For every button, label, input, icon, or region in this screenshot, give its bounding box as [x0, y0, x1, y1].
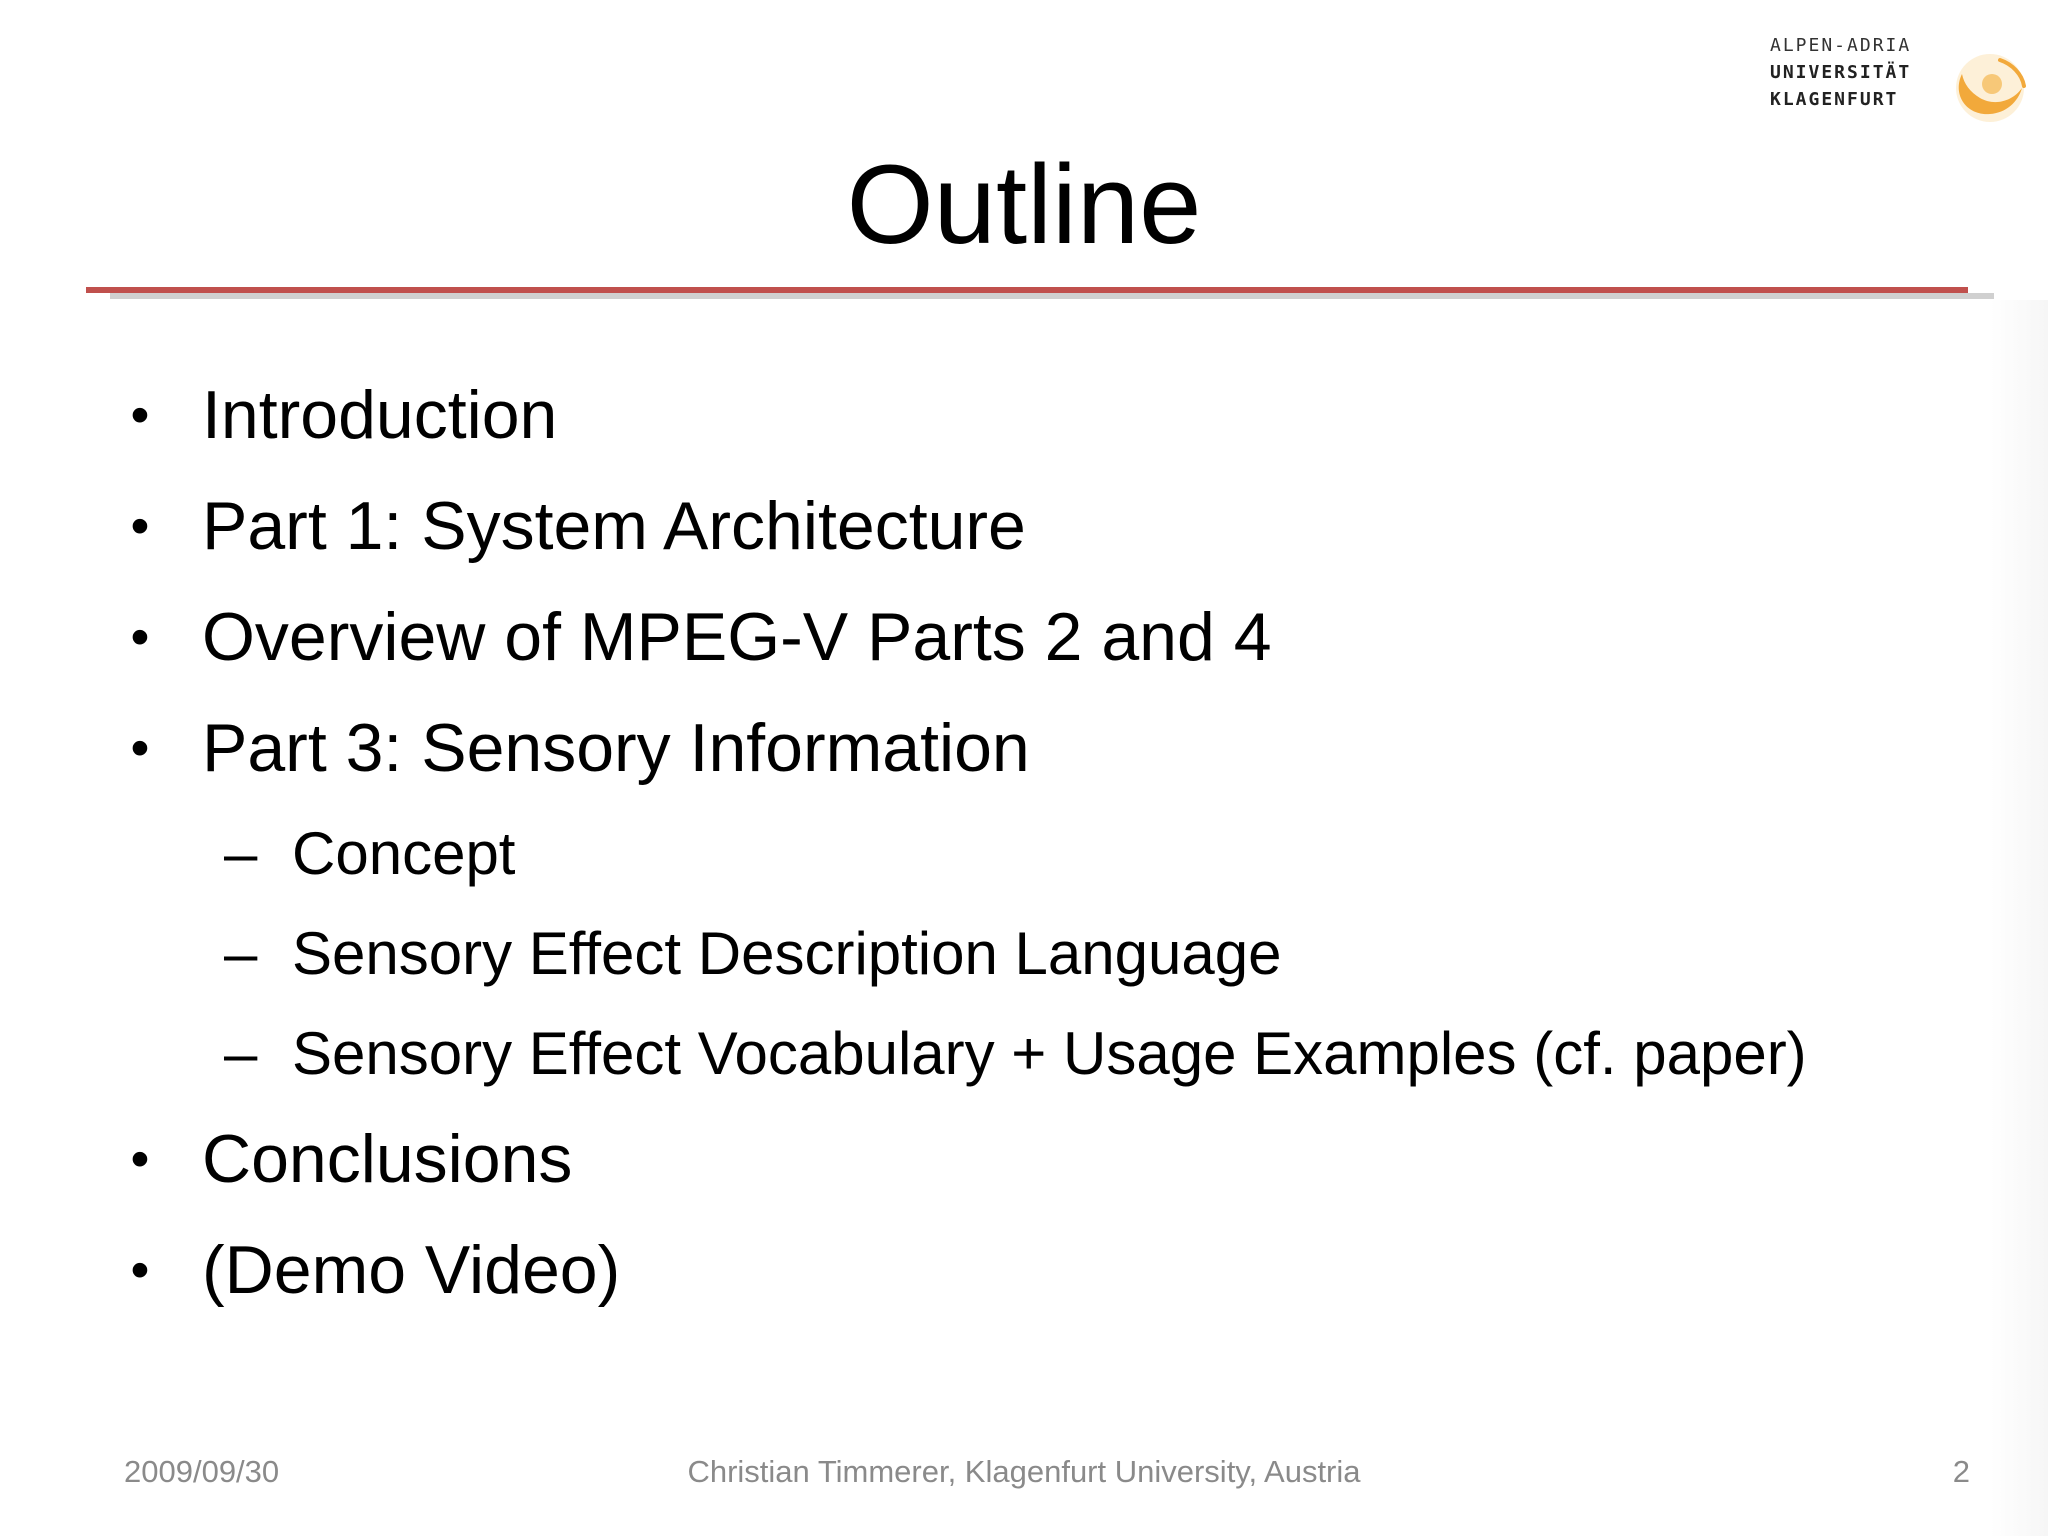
bullet-icon: •	[130, 385, 150, 445]
university-logo	[1770, 32, 2040, 122]
outline-item-label: Overview of MPEG-V Parts 2 and 4	[202, 599, 1272, 675]
outline-item-demo-video	[120, 1215, 1920, 1326]
title-rule-shadow	[110, 293, 1994, 299]
outline-subitem-label: Concept	[292, 820, 516, 887]
slide-title: Outline	[846, 142, 1202, 267]
outline-item-introduction	[120, 360, 1920, 471]
university-sun-logo-icon	[1942, 46, 2032, 126]
title-rule	[86, 287, 1968, 293]
outline-subitem-vocabulary-examples	[120, 1004, 1920, 1104]
footer-date: 2009/09/30	[124, 1454, 280, 1489]
outline-item-conclusions	[120, 1104, 1920, 1215]
outline-subitem-concept	[120, 804, 1920, 904]
outline-item-system-architecture	[120, 471, 1920, 582]
bullet-icon: •	[130, 1240, 150, 1300]
outline-subitem-description-language	[120, 904, 1920, 1004]
outline-item-label: Part 3: Sensory Information	[202, 710, 1030, 786]
outline-item-mpeg-v-overview	[120, 582, 1920, 693]
logo-line-alpen-adria: ALPEN-ADRIA	[1770, 35, 1912, 56]
dash-icon: –	[224, 1020, 258, 1087]
outline-item-label: Part 1: System Architecture	[202, 488, 1026, 564]
logo-line-klagenfurt: KLAGENFURT	[1770, 89, 1899, 110]
outline-item-label: Conclusions	[202, 1121, 573, 1197]
dash-icon: –	[224, 920, 258, 987]
logo-wordmark	[1770, 32, 1930, 113]
bullet-icon: •	[130, 718, 150, 778]
right-edge-shade	[1990, 300, 2048, 1536]
dash-icon: –	[224, 820, 258, 887]
outline-item-label: (Demo Video)	[202, 1232, 621, 1308]
footer-page-number: 2	[1952, 1454, 1970, 1489]
footer-presenter: Christian Timmerer, Klagenfurt University, Austria	[687, 1454, 1361, 1489]
bullet-icon: •	[130, 607, 150, 667]
outline-list	[120, 360, 1920, 1326]
outline-subitem-label: Sensory Effect Description Language	[292, 920, 1282, 987]
logo-line-universitat: UNIVERSITÄT	[1770, 62, 1912, 83]
bullet-icon: •	[130, 496, 150, 556]
outline-item-sensory-information	[120, 693, 1920, 804]
bullet-icon: •	[130, 1129, 150, 1189]
outline-item-label: Introduction	[202, 377, 558, 453]
outline-subitem-label: Sensory Effect Vocabulary + Usage Examples (cf. paper)	[292, 1020, 1807, 1087]
